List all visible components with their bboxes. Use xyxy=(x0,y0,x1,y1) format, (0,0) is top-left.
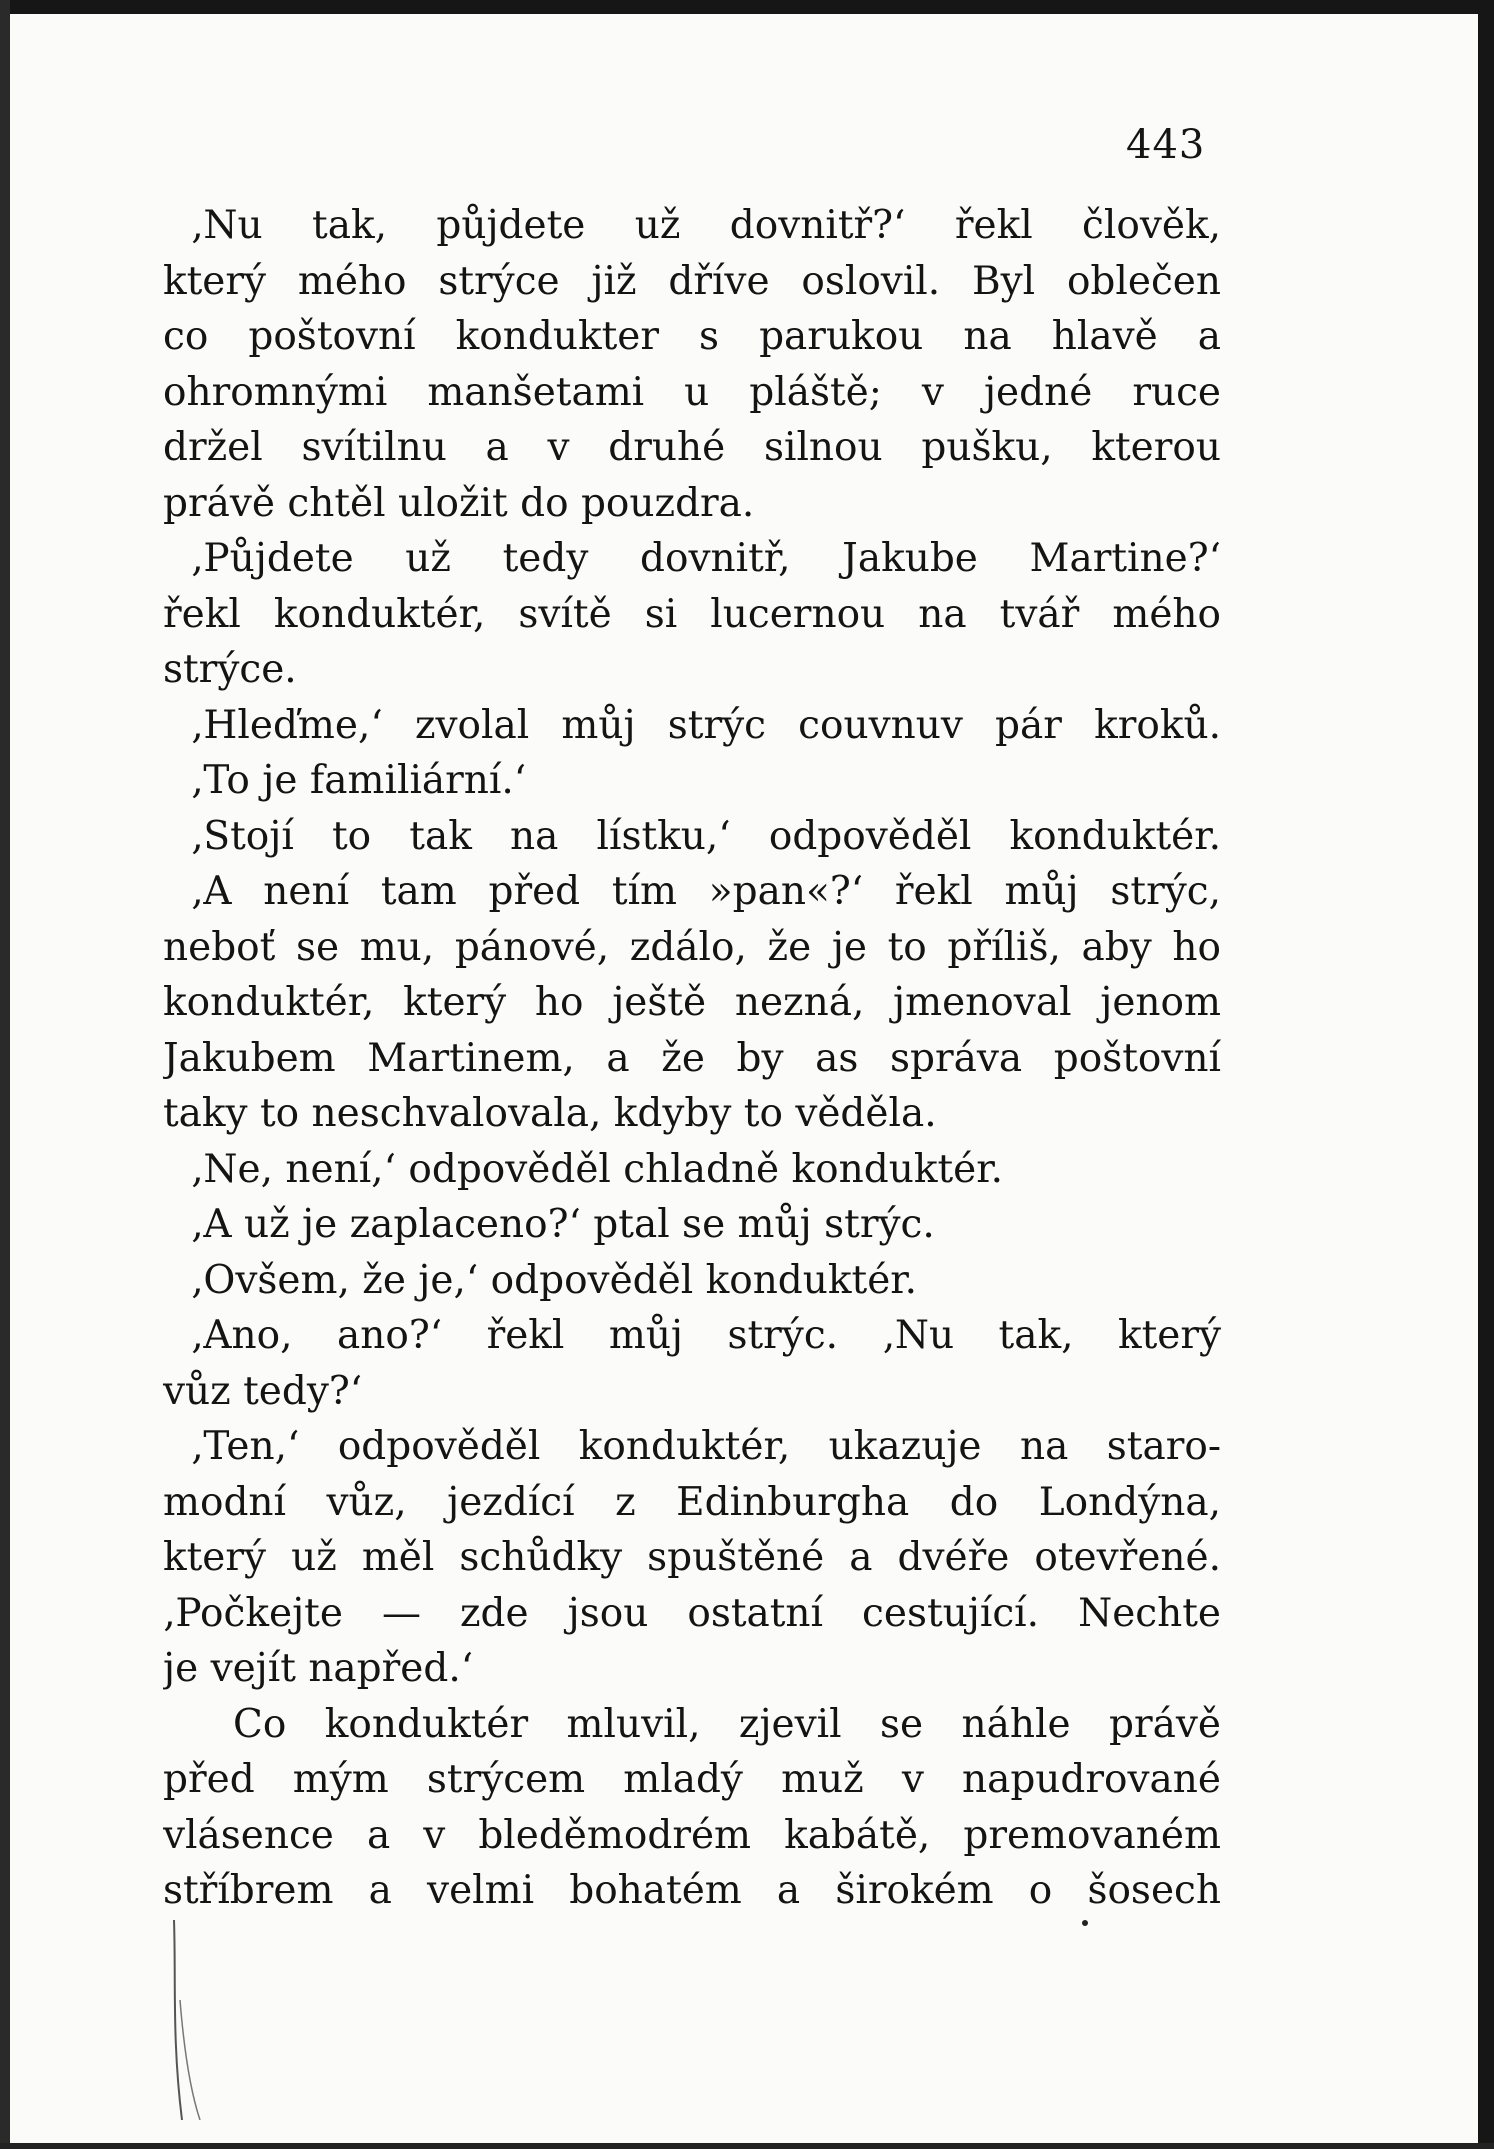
text-line: ‚Stojí to tak na lístku,‘ odpověděl konduktér. xyxy=(191,813,1221,859)
text-line: držel svítilnu a v druhé silnou pušku, kterou xyxy=(163,425,1221,470)
text-line: který mého strýce již dříve oslovil. Byl oblečen xyxy=(163,258,1221,304)
text-line: strýce. xyxy=(163,647,297,692)
text-line: taky to neschvalovala, kdyby to věděla. xyxy=(163,1091,937,1136)
text-line: před mým strýcem mladý muž v napudrované xyxy=(163,1757,1221,1802)
text-line: právě chtěl uložit do pouzdra. xyxy=(163,480,755,526)
text-line: vlásence a v bleděmodrém kabátě, premovaném xyxy=(163,1812,1221,1858)
scan-border-top xyxy=(0,0,1494,14)
text-line: ‚Ano, ano?‘ řekl můj strýc. ‚Nu tak, který xyxy=(191,1313,1221,1358)
text-line: řekl konduktér, svítě si lucernou na tvář mého xyxy=(163,591,1221,637)
print-speck xyxy=(1082,1920,1088,1926)
text-line: ‚Počkejte — zde jsou ostatní cestující. Nechte xyxy=(163,1590,1221,1636)
scan-border-left xyxy=(0,0,10,2149)
text-line: Co konduktér mluvil, zjevil se náhle právě xyxy=(233,1701,1221,1747)
text-line: ‚A už je zaplaceno?‘ ptal se můj strýc. xyxy=(191,1202,935,1247)
scan-border-right xyxy=(1478,0,1494,2149)
text-line: stříbrem a velmi bohatém a širokém o šosech xyxy=(163,1868,1221,1913)
text-line: ‚Půjdete už tedy dovnitř, Jakube Martine?‘ xyxy=(191,536,1221,581)
text-line: vůz tedy?‘ xyxy=(163,1368,363,1414)
text-line: ‚Ne, není,‘ odpověděl chladně konduktér. xyxy=(191,1146,1003,1192)
text-line: neboť se mu, pánové, zdálo, že je to příliš, aby ho xyxy=(163,924,1221,970)
text-line: ohromnými manšetami u pláště; v jedné ruce xyxy=(163,369,1221,415)
text-line: modní vůz, jezdící z Edinburgha do Londýna, xyxy=(163,1479,1221,1525)
text-line: ‚Ovšem, že je,‘ odpověděl konduktér. xyxy=(191,1257,918,1303)
text-line: co poštovní kondukter s parukou na hlavě a xyxy=(163,314,1221,359)
text-line: ‚Ten,‘ odpověděl konduktér, ukazuje na staro- xyxy=(191,1424,1221,1469)
binding-crease-mark xyxy=(170,1920,210,2120)
text-line: konduktér, který ho ještě nezná, jmenoval jenom xyxy=(163,980,1221,1025)
scan-border-bottom xyxy=(0,2143,1494,2149)
page-number: 443 xyxy=(1126,122,1206,168)
text-line: Jakubem Martinem, a že by as správa poštovní xyxy=(163,1035,1221,1081)
text-line: ‚Nu tak, půjdete už dovnitř?‘ řekl člověk, xyxy=(191,203,1221,248)
text-line: ‚Hleďme,‘ zvolal můj strýc couvnuv pár kroků. xyxy=(191,702,1221,748)
body-text xyxy=(163,198,1221,1919)
text-line: ‚A není tam před tím »pan«?‘ řekl můj strýc, xyxy=(191,869,1221,914)
text-line: je vejít napřed.‘ xyxy=(163,1646,474,1691)
text-line: který už měl schůdky spuštěné a dvéře otevřené. xyxy=(163,1535,1221,1580)
text-line: ‚To je familiární.‘ xyxy=(191,758,527,803)
